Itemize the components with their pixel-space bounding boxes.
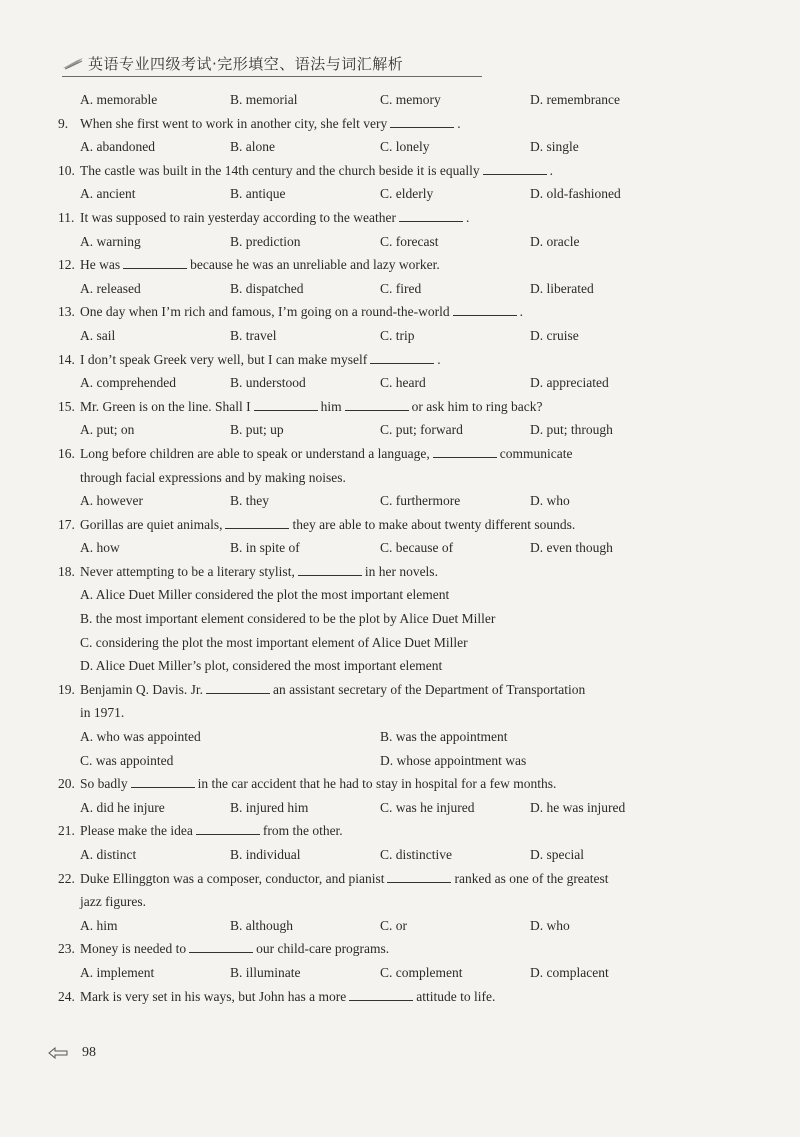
question-number: 24. <box>58 988 75 1004</box>
option-b: B. individual <box>230 847 301 862</box>
stem-segment: in her novels. <box>364 563 438 579</box>
option-b: B. alone <box>230 139 275 155</box>
answer-blank <box>131 775 195 788</box>
option-b: B. dispatched <box>230 280 304 296</box>
question-stem <box>58 560 738 584</box>
page-number: 98 <box>82 1045 96 1060</box>
question-number: 15. <box>58 398 75 414</box>
answer-blank <box>349 988 413 1001</box>
question-number: 22. <box>58 870 75 886</box>
stem-segment: . <box>519 304 524 320</box>
question-stem <box>58 678 738 702</box>
stem-segment: communicate <box>499 445 573 461</box>
option-d: D. special <box>530 847 584 862</box>
option-a: A. distinct <box>80 847 137 862</box>
question-number: 21. <box>58 823 75 839</box>
stem-segment: him <box>320 398 342 414</box>
question-text <box>80 985 738 1009</box>
question-number: 13. <box>58 304 75 320</box>
question-stem <box>58 159 738 183</box>
question-stem <box>58 937 738 961</box>
question-number: 11. <box>58 209 75 225</box>
option-d: D. he was injured <box>530 799 626 815</box>
option-b: B. in spite of <box>230 540 300 556</box>
option-a: A. comprehended <box>80 375 176 391</box>
option-a: A. ancient <box>80 186 136 202</box>
option-c: C. furthermore <box>380 493 461 509</box>
question-number: 10. <box>58 162 75 178</box>
option-c: C. memory <box>380 92 441 107</box>
stem-segment: Never attempting to be a literary stylist, <box>80 563 295 579</box>
option-a: A. however <box>80 493 143 509</box>
option-d: D. who <box>530 917 570 933</box>
answer-options <box>58 230 738 254</box>
option-b: B. memorial <box>230 92 298 107</box>
stem-segment: I don’t speak Greek very well, but I can make myself <box>80 351 368 367</box>
answer-options <box>58 324 738 348</box>
option-b: B. put; up <box>230 422 284 438</box>
option-a: A. Alice Duet Miller considered the plot the most important element <box>80 587 450 603</box>
question-stem <box>58 772 738 796</box>
option-c: C. elderly <box>380 186 434 202</box>
stem-segment: Mark is very set in his ways, but John has a more <box>80 988 347 1004</box>
option-c: C. complement <box>380 964 463 980</box>
stem-segment: our child-care programs. <box>256 941 390 957</box>
answer-blank <box>433 445 497 458</box>
option-a: A. released <box>80 280 141 296</box>
stem-segment: It was supposed to rain yesterday according to the weather <box>80 209 397 225</box>
stem-segment: He was <box>80 257 121 273</box>
question-number: 18. <box>58 563 75 579</box>
question-stem <box>58 395 738 419</box>
option-a: A. him <box>80 917 118 933</box>
question-number: 12. <box>58 257 75 273</box>
question-text <box>80 159 738 183</box>
question-number: 14. <box>58 351 75 367</box>
question-text <box>80 253 738 277</box>
question-stem <box>58 300 738 324</box>
option-d: D. single <box>530 139 579 155</box>
answer-options <box>58 725 738 772</box>
answer-options <box>58 796 738 820</box>
answer-blank <box>387 870 451 883</box>
stem-segment: Duke Ellinggton was a composer, conductor, and pianist <box>80 870 385 886</box>
question-number: 20. <box>58 776 75 792</box>
header-title: 英语专业四级考试·完形填空、语法与词汇解析 <box>88 54 404 73</box>
option-d: D. liberated <box>530 280 594 296</box>
answer-options <box>58 536 738 560</box>
question-8-options <box>58 88 738 112</box>
question-text <box>80 937 738 961</box>
answer-options <box>58 135 738 159</box>
answer-blank <box>298 563 362 576</box>
stem-segment: Gorillas are quiet animals, <box>80 516 223 532</box>
option-d: D. oracle <box>530 233 580 249</box>
question-text <box>80 442 738 466</box>
stem-segment: attitude to life. <box>416 988 496 1004</box>
answer-blank <box>390 115 454 128</box>
question-stem <box>58 513 738 537</box>
stem-segment: in the car accident that he had to stay in hospital for a few months. <box>197 776 557 792</box>
option-d: D. who <box>530 493 570 509</box>
option-c: C. considering the plot the most important element of Alice Duet Miller <box>80 634 468 650</box>
option-a: A. memorable <box>80 92 158 107</box>
option-c: C. because of <box>380 540 454 556</box>
option-a: A. sail <box>80 327 116 343</box>
question-text <box>80 867 738 891</box>
option-c: C. trip <box>380 327 415 343</box>
question-continuation: through facial expressions and by making noises. <box>80 469 346 485</box>
question-stem <box>58 867 738 891</box>
answer-blank <box>225 516 289 529</box>
option-a: A. warning <box>80 233 141 249</box>
question-stem <box>58 442 738 466</box>
stem-segment: Long before children are able to speak or understand a language, <box>80 445 430 461</box>
answer-options <box>58 277 738 301</box>
stem-segment: ranked as one of the greatest <box>454 870 609 886</box>
option-b: B. prediction <box>230 233 301 249</box>
answer-options <box>58 583 738 677</box>
question-text <box>80 348 738 372</box>
option-b: B. injured him <box>230 799 309 815</box>
option-b: B. although <box>230 917 293 933</box>
question-text <box>80 395 738 419</box>
stem-segment: . <box>549 162 554 178</box>
stem-segment: they are able to make about twenty different sounds. <box>292 516 576 532</box>
answer-blank <box>254 398 318 411</box>
answer-options <box>58 914 738 938</box>
option-b: B. was the appointment <box>380 729 508 745</box>
answer-blank <box>345 398 409 411</box>
option-a: A. implement <box>80 964 155 980</box>
running-header <box>62 50 482 77</box>
option-a: A. put; on <box>80 422 135 438</box>
option-a: A. abandoned <box>80 139 155 155</box>
question-stem <box>58 253 738 277</box>
answer-blank <box>196 822 260 835</box>
question-stem <box>58 348 738 372</box>
option-d: D. old-fashioned <box>530 186 621 202</box>
answer-options <box>58 489 738 513</box>
stem-segment: from the other. <box>262 823 343 839</box>
option-b: B. the most important element considered to be the plot by Alice Duet Miller <box>80 611 496 627</box>
option-a: A. who was appointed <box>80 729 201 745</box>
question-text <box>80 819 738 843</box>
question-stem <box>58 985 738 1009</box>
question-number: 19. <box>58 681 75 697</box>
option-d: D. appreciated <box>530 375 609 391</box>
option-a: A. did he injure <box>80 799 165 815</box>
option-b: B. travel <box>230 327 277 343</box>
option-d: D. complacent <box>530 964 609 980</box>
option-c: C. was he injured <box>380 799 475 815</box>
option-c: C. lonely <box>380 139 430 155</box>
option-d: D. cruise <box>530 327 579 343</box>
option-c: C. distinctive <box>380 847 452 862</box>
question-text <box>80 206 738 230</box>
stem-segment: Please make the idea <box>80 823 193 839</box>
option-b: B. understood <box>230 375 306 391</box>
answer-blank <box>189 940 253 953</box>
question-stem <box>58 206 738 230</box>
option-a: A. how <box>80 540 120 556</box>
answer-options <box>58 961 738 985</box>
option-b: B. they <box>230 493 269 509</box>
stem-segment: Mr. Green is on the line. Shall I <box>80 398 251 414</box>
option-d: D. whose appointment was <box>380 752 527 768</box>
option-d: D. remembrance <box>530 92 620 107</box>
answer-options <box>58 843 738 867</box>
question-number: 9. <box>58 115 69 131</box>
option-d: D. put; through <box>530 422 613 438</box>
answer-blank <box>483 162 547 175</box>
question-number: 16. <box>58 445 75 461</box>
answer-blank <box>123 256 187 269</box>
question-stem <box>58 112 738 136</box>
option-c: C. was appointed <box>80 752 174 768</box>
answer-options <box>58 418 738 442</box>
option-d: D. Alice Duet Miller’s plot, considered the most important element <box>80 658 443 674</box>
option-c: C. heard <box>380 375 426 391</box>
question-continuation: in 1971. <box>80 705 125 721</box>
question-text <box>80 513 738 537</box>
option-b: B. illuminate <box>230 964 301 980</box>
stem-segment: The castle was built in the 14th century and the church beside it is equally <box>80 162 480 178</box>
stem-segment: . <box>457 115 461 131</box>
stem-segment: Money is needed to <box>80 941 187 957</box>
answer-blank <box>206 681 270 694</box>
stem-segment: When she first went to work in another city, she felt very <box>80 115 388 131</box>
answer-blank <box>370 351 434 364</box>
stem-segment: . <box>437 351 441 367</box>
question-number: 23. <box>58 941 75 957</box>
option-c: C. or <box>380 917 407 933</box>
answer-blank <box>453 303 517 316</box>
option-c: C. fired <box>380 280 422 296</box>
option-d: D. even though <box>530 540 613 556</box>
option-c: C. forecast <box>380 233 439 249</box>
question-stem <box>58 819 738 843</box>
answer-options <box>58 182 738 206</box>
stem-segment: One day when I’m rich and famous, I’m going on a round-the-world <box>80 304 450 320</box>
answer-blank <box>399 209 463 222</box>
questions-content <box>58 88 738 1008</box>
stem-segment: or ask him to ring back? <box>411 398 543 414</box>
question-text <box>80 772 738 796</box>
feather-logo-icon <box>62 56 84 70</box>
answer-options <box>58 371 738 395</box>
stem-segment: because he was an unreliable and lazy worker. <box>190 257 440 273</box>
stem-segment: Benjamin Q. Davis. Jr. <box>80 681 203 697</box>
page-footer <box>48 1045 96 1061</box>
option-b: B. antique <box>230 186 286 202</box>
stem-segment: . <box>466 209 470 225</box>
question-number: 17. <box>58 516 75 532</box>
question-text <box>80 560 738 584</box>
stem-segment: an assistant secretary of the Department of Transportation <box>273 681 586 697</box>
question-text <box>80 112 738 136</box>
option-c: C. put; forward <box>380 422 463 438</box>
question-continuation: jazz figures. <box>80 894 146 910</box>
question-text <box>80 300 738 324</box>
question-text <box>80 678 738 702</box>
left-arrow-icon <box>48 1047 68 1059</box>
stem-segment: So badly <box>80 776 128 792</box>
